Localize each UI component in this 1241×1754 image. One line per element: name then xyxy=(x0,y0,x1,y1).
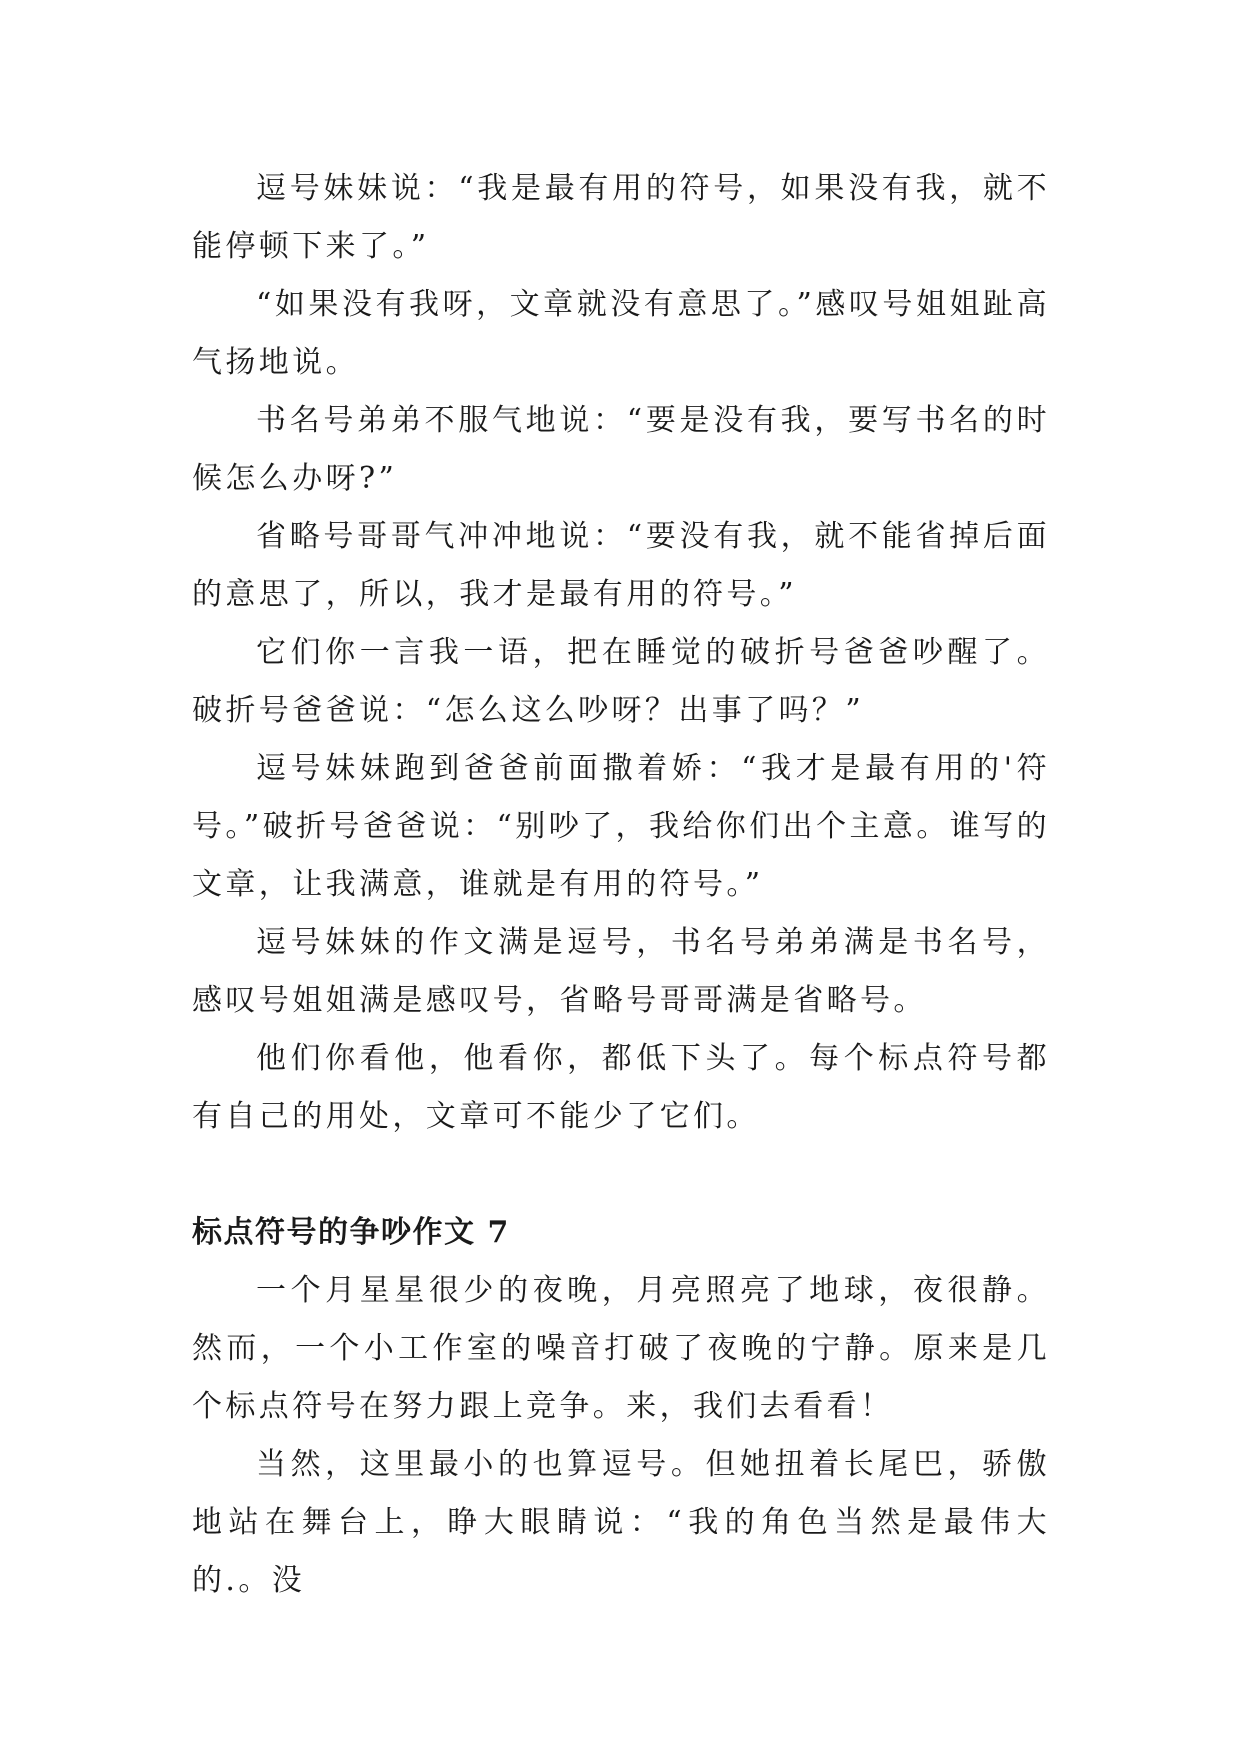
paragraph: 省略号哥哥气冲冲地说：“要没有我，就不能省掉后面的意思了，所以，我才是最有用的符号。” xyxy=(192,519,1050,612)
paragraph: 当然，这里最小的也算逗号。但她扭着长尾巴，骄傲地站在舞台上，睁大眼睛说：“我的角色当然是最伟大的.。没 xyxy=(192,1447,1050,1598)
document-page xyxy=(192,160,1050,1610)
paragraph: “如果没有我呀，文章就没有意思了。”感叹号姐姐趾高气扬地说。 xyxy=(192,287,1050,380)
paragraph: 他们你看他，他看你，都低下头了。每个标点符号都有自己的用处，文章可不能少了它们。 xyxy=(192,1041,1050,1134)
paragraph: 它们你一言我一语，把在睡觉的破折号爸爸吵醒了。破折号爸爸说：“怎么这么吵呀？出事了吗？” xyxy=(192,635,1050,728)
paragraph: 书名号弟弟不服气地说：“要是没有我，要写书名的时候怎么办呀?” xyxy=(192,403,1050,496)
paragraph: 逗号妹妹的作文满是逗号，书名号弟弟满是书名号，感叹号姐姐满是感叹号，省略号哥哥满是省略号。 xyxy=(192,925,1050,1018)
paragraph: 一个月星星很少的夜晚，月亮照亮了地球，夜很静。然而，一个小工作室的噪音打破了夜晚的宁静。原来是几个标点符号在努力跟上竞争。来，我们去看看！ xyxy=(192,1273,1050,1424)
paragraph: 逗号妹妹说：“我是最有用的符号，如果没有我，就不能停顿下来了。” xyxy=(192,171,1050,264)
paragraph: 逗号妹妹跑到爸爸前面撒着娇：“我才是最有用的'符号。”破折号爸爸说：“别吵了，我给你们出个主意。谁写的文章，让我满意，谁就是有用的符号。” xyxy=(192,751,1050,902)
section-title: 标点符号的争吵作文 7 xyxy=(192,1215,510,1250)
